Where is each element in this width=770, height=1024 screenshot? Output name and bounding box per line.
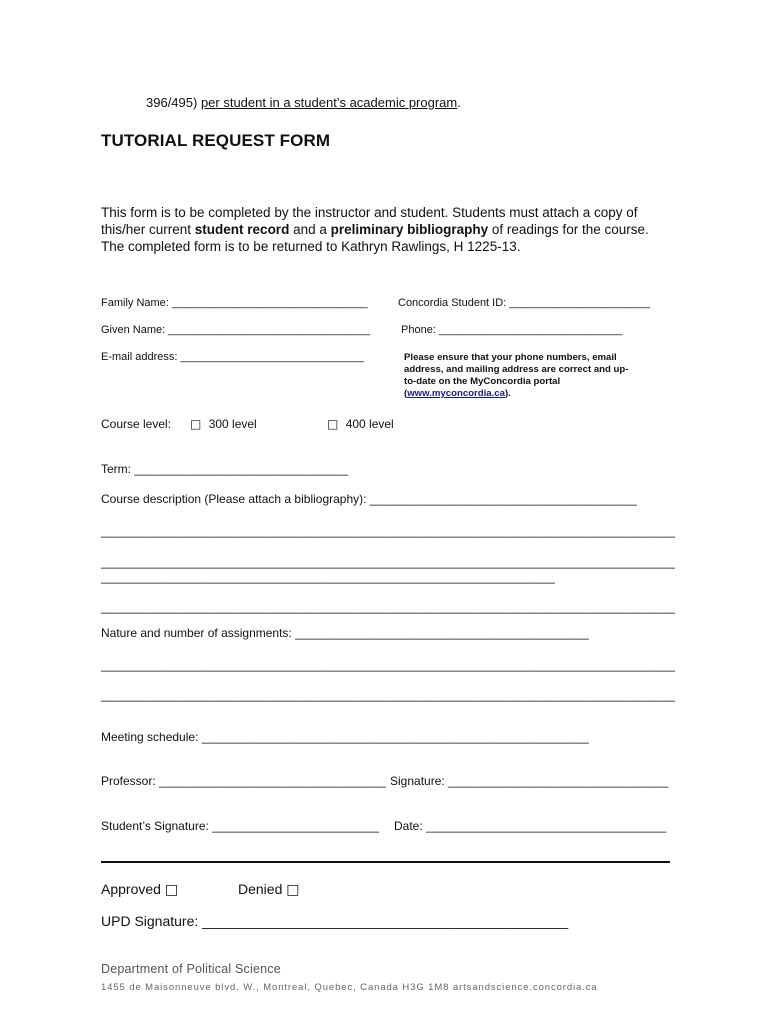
checkbox-icon[interactable]: □ xyxy=(286,882,300,898)
option-300-label: 300 level xyxy=(208,417,257,431)
approved-label: Approved xyxy=(101,881,161,897)
section-divider xyxy=(101,861,670,863)
professor-field[interactable]: Professor: __________________________________ xyxy=(101,774,386,788)
upd-signature-field[interactable]: UPD Signature: _______________________________________________ xyxy=(101,913,569,929)
intro-bold-bibliography: preliminary bibliography xyxy=(330,222,489,237)
note-paren-open: ( xyxy=(404,388,408,399)
professor-signature-field[interactable]: Signature: _________________________________ xyxy=(390,774,669,788)
checkbox-icon[interactable]: □ xyxy=(327,417,339,431)
course-description-line-2[interactable]: ______________________________________________________________________________________ xyxy=(101,555,675,569)
contact-info-note xyxy=(404,352,640,400)
denied-option[interactable] xyxy=(238,881,300,898)
form-title: TUTORIAL REQUEST FORM xyxy=(101,131,331,150)
course-description-line-1[interactable]: ______________________________________________________________________________________ xyxy=(101,524,675,538)
department-name: Department of Political Science xyxy=(101,962,281,976)
denied-label: Denied xyxy=(238,881,283,897)
meeting-schedule-field[interactable]: Meeting schedule: __________________________________________________________ xyxy=(101,730,589,744)
family-name-field[interactable]: Family Name: ________________________________ xyxy=(101,297,368,309)
assignments-line-1[interactable]: ______________________________________________________________________________________ xyxy=(101,658,675,672)
term-field[interactable]: Term: ________________________________ xyxy=(101,462,348,476)
note-paren-close: ). xyxy=(504,388,511,399)
intro-paragraph xyxy=(101,204,671,255)
given-name-field[interactable]: Given Name: _________________________________ xyxy=(101,324,371,336)
course-level-300-option[interactable] xyxy=(190,417,257,431)
intro-bold-student-record: student record xyxy=(194,222,290,237)
myconcordia-link[interactable]: www.myconcordia.ca xyxy=(407,388,505,399)
phone-field[interactable]: Phone: ______________________________ xyxy=(401,324,623,336)
intro-text-3: of readings for the course. The completed form is to be returned to Kathryn Rawlings, H 1225-13. xyxy=(101,222,649,254)
intro-text-1: This form is to be completed by the instructor and student. Students must attach a copy of this/her current xyxy=(101,205,638,237)
course-description-field[interactable]: Course description (Please attach a bibliography): ________________________________________ xyxy=(101,492,637,506)
email-field[interactable]: E-mail address: ______________________________ xyxy=(101,351,365,363)
top-line-underlined: per student in a student’s academic program xyxy=(200,95,458,110)
checkbox-icon[interactable]: □ xyxy=(164,882,179,898)
top-line-prefix: 396/495) xyxy=(146,95,201,110)
department-address: 1455 de Maisonneuve blvd. W., Montreal, Quebec, Canada H3G 1M8 artsandscience.concordia.ca xyxy=(101,982,598,993)
date-field[interactable]: Date: ____________________________________ xyxy=(394,819,667,833)
approved-option[interactable] xyxy=(101,881,178,898)
option-400-label: 400 level xyxy=(345,417,394,431)
student-id-field[interactable]: Concordia Student ID: _______________________ xyxy=(398,297,650,309)
assignments-line-2[interactable]: ______________________________________________________________________________________ xyxy=(101,688,675,702)
note-text: Please ensure that your phone numbers, email address, and mailing address are correct and up-to-date on the MyConcordia portal xyxy=(404,352,629,387)
top-line xyxy=(146,95,461,110)
course-description-line-4[interactable]: ______________________________________________________________________________________ xyxy=(101,600,675,614)
course-description-line-3[interactable]: ____________________________________________________________________ xyxy=(101,570,555,584)
top-line-suffix: . xyxy=(457,95,461,110)
intro-text-2: and a xyxy=(289,222,331,237)
checkbox-icon[interactable]: □ xyxy=(190,417,202,431)
course-level-400-option[interactable] xyxy=(327,417,394,431)
student-signature-field[interactable]: Student’s Signature: _________________________ xyxy=(101,819,380,833)
course-level-label: Course level: xyxy=(101,417,172,431)
assignments-field[interactable]: Nature and number of assignments: ____________________________________________ xyxy=(101,626,589,640)
